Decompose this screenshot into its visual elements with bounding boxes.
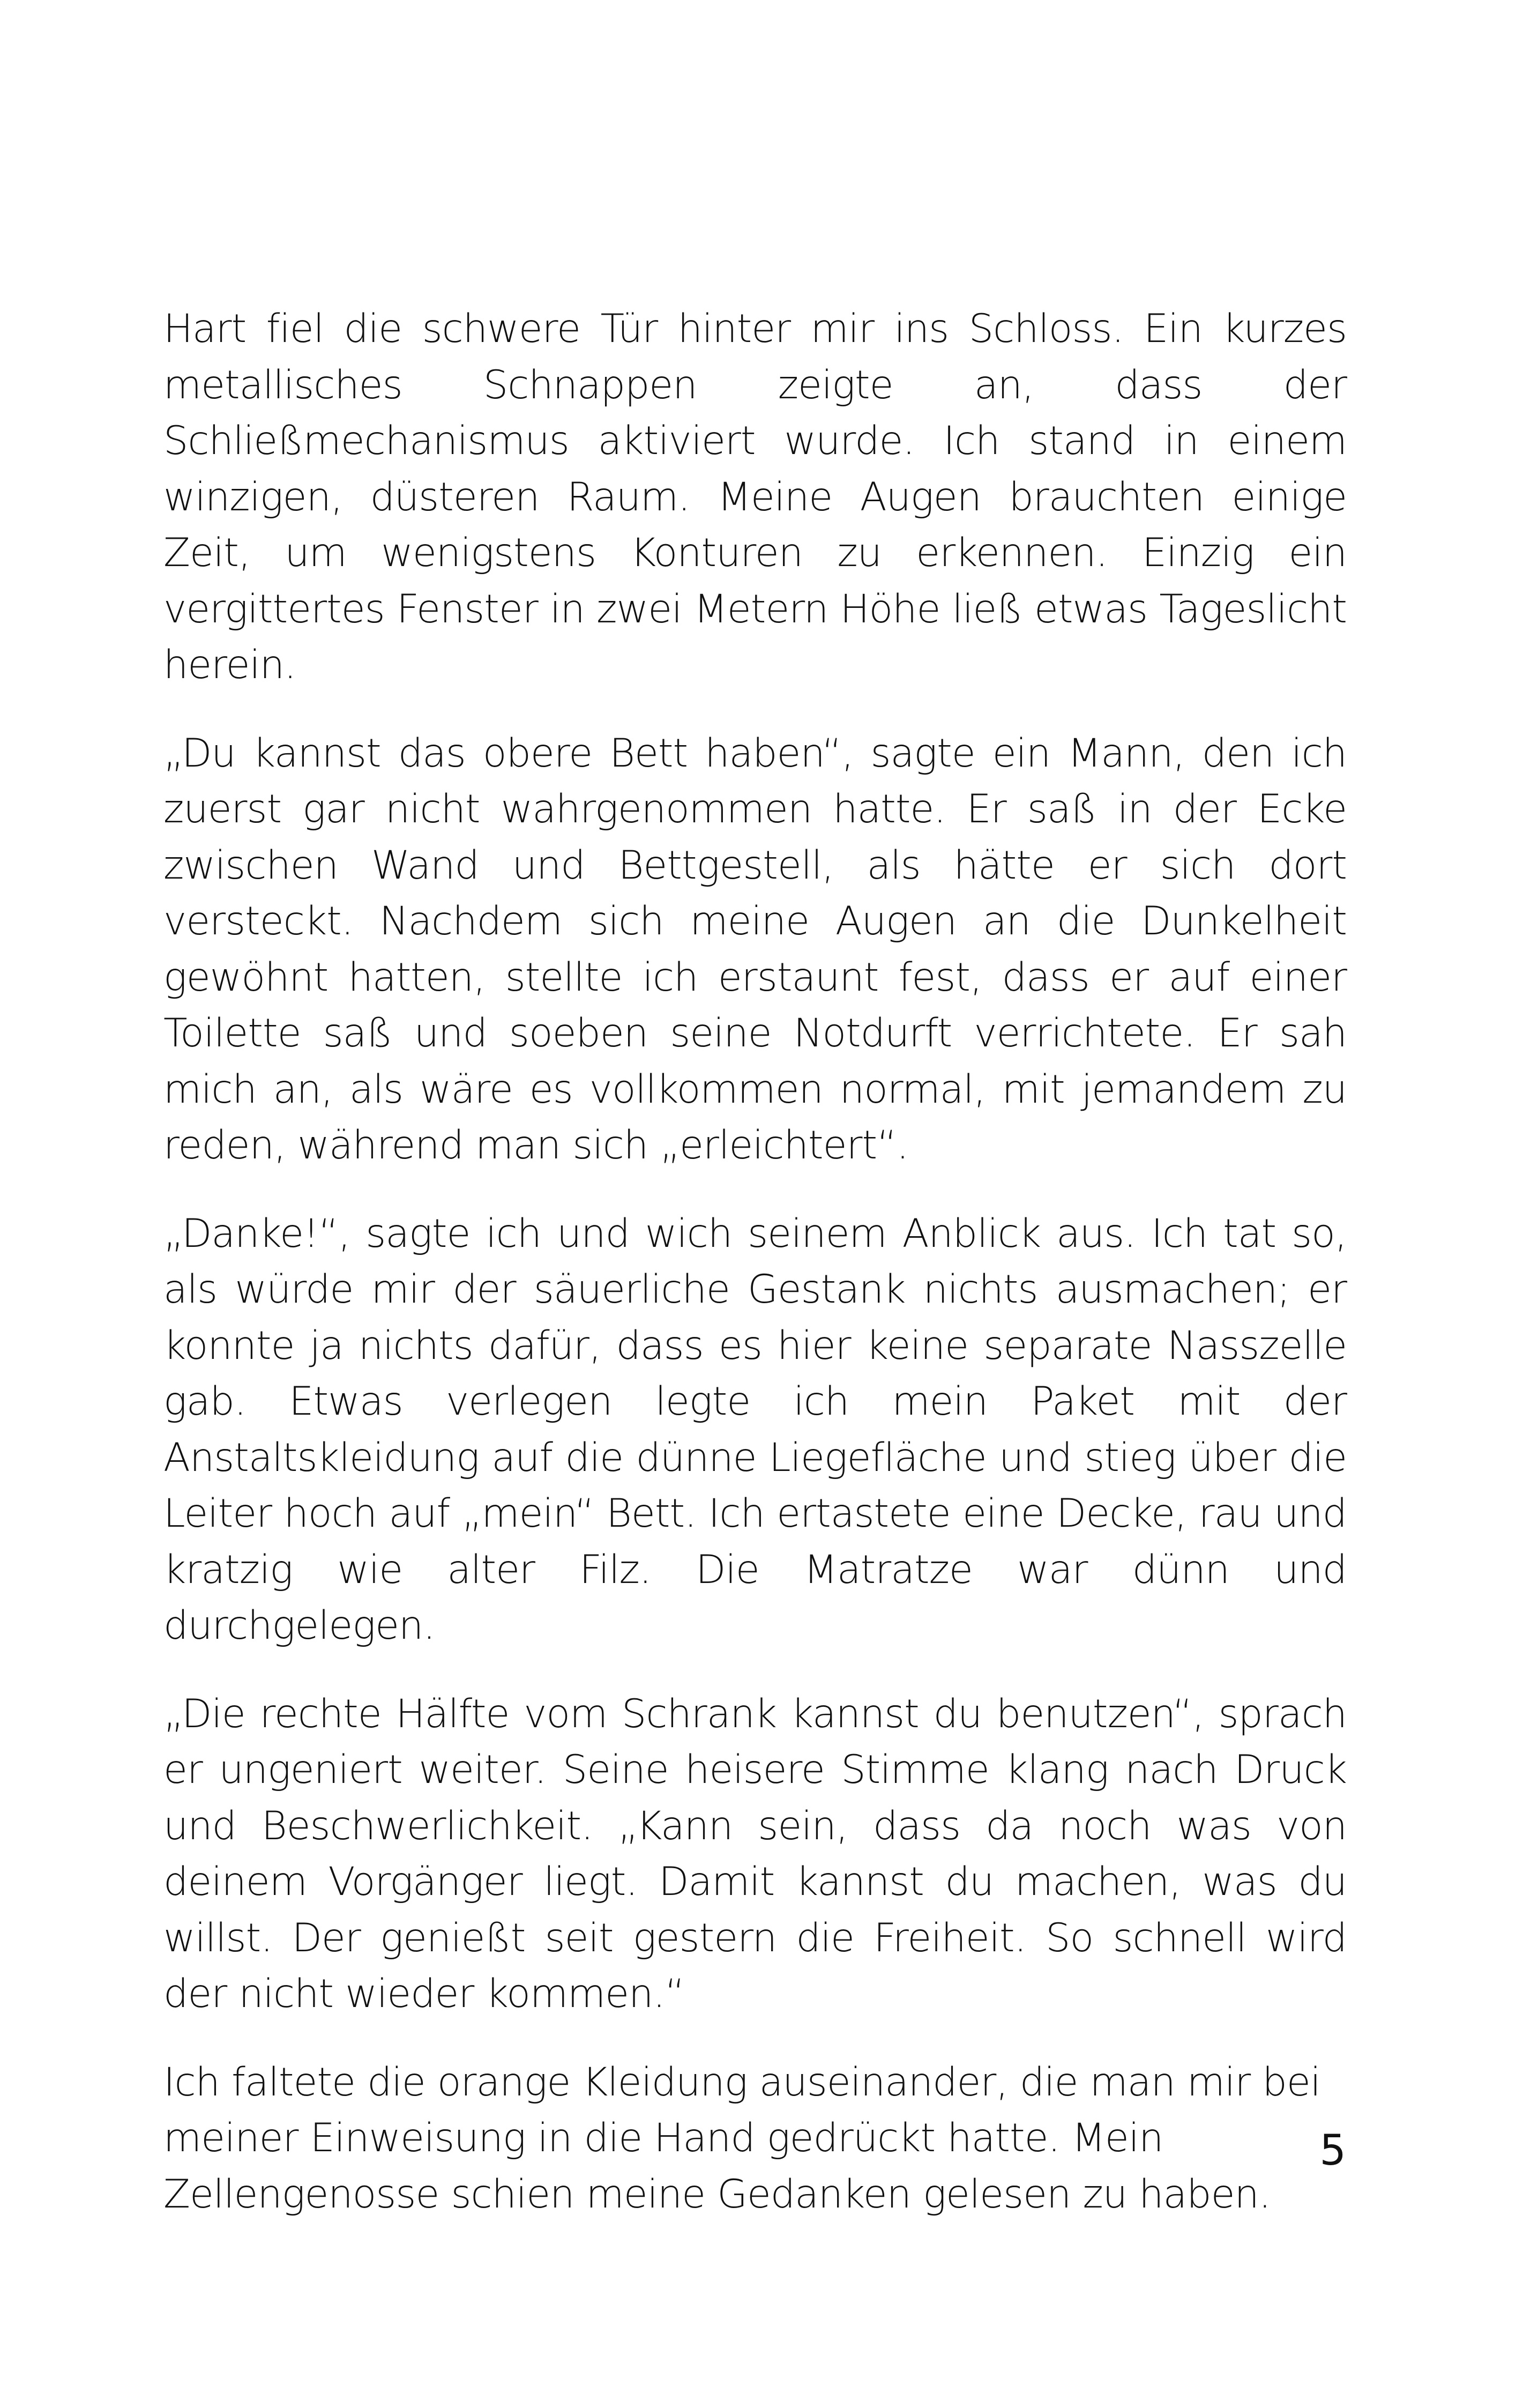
paragraph-3: „Danke!“, sagte ich und wich seinem Anblick aus. Ich tat so, als würde mir der säuerliche Gestank nichts ausmachen; er konnte ja nichts dafür, dass es hier keine separate Nasszelle gab. Etwas verlegen legte ich mein Paket mit der Anstaltskleidung auf die dünne Liegefläche und stieg über die Leiter hoch auf „mein“ Bett. Ich ertastete eine Decke, rau und kratzig wie alter Filz. Die Matratze war dünn und durchgelegen.: [163, 1210, 1347, 1648]
paragraph-1: Hart fiel die schwere Tür hinter mir ins Schloss. Ein kurzes metallisches Schnappen zeigte an, dass der Schließmechanismus aktiviert wurde. Ich stand in einem winzigen, düsteren Raum. Meine Augen brauchten einige Zeit, um wenigstens Konturen zu erkennen. Einzig ein vergittertes Fenster in zwei Metern Höhe ließ etwas Tageslicht herein.: [163, 306, 1347, 688]
body-text: [163, 301, 1347, 2255]
paragraph-5: Ich faltete die orange Kleidung auseinander, die man mir bei meiner Einweisung in die Hand gedrückt hatte. Mein Zellengenosse schien meine Gedanken gelesen zu haben.: [163, 2059, 1321, 2217]
page-number: 5: [1319, 2127, 1346, 2175]
paragraph-2: „Du kannst das obere Bett haben“, sagte ein Mann, den ich zuerst gar nicht wahrgenommen hatte. Er saß in der Ecke zwischen Wand und Bettgestell, als hätte er sich dort versteckt. Nachdem sich meine Augen an die Dunkelheit gewöhnt hatten, stellte ich erstaunt fest, dass er auf einer Toilette saß und soeben seine Notdurft verrichtete. Er sah mich an, als wäre es vollkommen normal, mit jemandem zu reden, während man sich „erleichtert“.: [163, 730, 1347, 1168]
paragraph-4: „Die rechte Hälfte vom Schrank kannst du benutzen“, sprach er ungeniert weiter. Seine heisere Stimme klang nach Druck und Beschwerlichkeit. „Kann sein, dass da noch was von deinem Vorgänger liegt. Damit kannst du machen, was du willst. Der genießt seit gestern die Freiheit. So schnell wird der nicht wieder kommen.“: [163, 1691, 1347, 2017]
